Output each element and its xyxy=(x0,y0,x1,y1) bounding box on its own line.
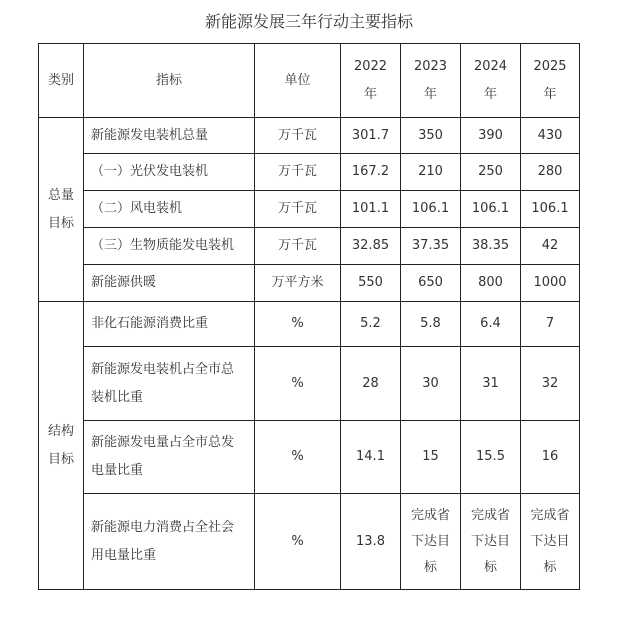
indicator-cell: （三）生物质能发电装机 xyxy=(84,228,255,265)
value-cell: 42 xyxy=(521,228,580,265)
value-cell: 550 xyxy=(341,265,401,302)
category-line: 总量 xyxy=(47,187,74,203)
header-year-2022 xyxy=(341,44,401,118)
table-title: 新能源发展三年行动主要指标 xyxy=(204,12,413,31)
value-cell: 15.5 xyxy=(461,421,521,494)
unit-cell: 万千瓦 xyxy=(255,228,341,265)
year-label: 2025 xyxy=(533,58,567,74)
table-row xyxy=(39,347,580,421)
indicator-line: 装机比重 xyxy=(91,389,144,405)
unit-cell: 万千瓦 xyxy=(255,154,341,191)
indicator-line: 电量比重 xyxy=(91,463,144,478)
value-cell: 32 xyxy=(521,347,580,421)
header-year-2024 xyxy=(461,44,521,118)
indicator-line: 用电量比重 xyxy=(91,547,157,563)
unit-cell: % xyxy=(255,302,341,347)
stacked-line: 标 xyxy=(423,559,437,575)
unit-cell: 万千瓦 xyxy=(255,118,341,154)
table-row xyxy=(39,191,580,228)
indicator-line: 新能源发电装机占全市总 xyxy=(91,361,235,377)
value-cell: 13.8 xyxy=(341,494,401,590)
table-row xyxy=(39,154,580,191)
value-cell: 390 xyxy=(461,118,521,154)
value-cell: 650 xyxy=(401,265,461,302)
unit-cell: % xyxy=(255,421,341,494)
indicator-cell: 非化石能源消费比重 xyxy=(84,302,255,347)
value-cell: 210 xyxy=(401,154,461,191)
value-cell: 800 xyxy=(461,265,521,302)
value-cell: 5.2 xyxy=(341,302,401,347)
indicator-cell xyxy=(84,421,255,494)
stacked-line: 完成省 xyxy=(470,507,510,523)
unit-cell: % xyxy=(255,347,341,421)
category-structure-targets xyxy=(39,302,84,590)
table-row xyxy=(39,494,580,590)
value-cell: 31 xyxy=(461,347,521,421)
value-cell: 101.1 xyxy=(341,191,401,228)
indicator-line: 新能源发电量占全市总发 xyxy=(91,435,235,450)
value-cell: 280 xyxy=(521,154,580,191)
value-cell: 37.35 xyxy=(401,228,461,265)
header-year-2025 xyxy=(521,44,580,118)
category-line: 结构 xyxy=(47,423,74,439)
stacked-line: 下达目 xyxy=(530,533,570,549)
table-row xyxy=(39,302,580,347)
unit-cell: % xyxy=(255,494,341,590)
value-cell: 30 xyxy=(401,347,461,421)
table-row xyxy=(39,228,580,265)
header-year-2023 xyxy=(401,44,461,118)
year-label: 2023 xyxy=(413,58,448,74)
table-row xyxy=(39,118,580,154)
value-cell: 106.1 xyxy=(461,191,521,228)
value-cell: 16 xyxy=(521,421,580,494)
stacked-line: 完成省 xyxy=(410,507,450,523)
year-label: 2024 xyxy=(473,58,508,74)
indicator-cell: （一）光伏发电装机 xyxy=(84,154,255,191)
table-row xyxy=(39,265,580,302)
indicator-cell xyxy=(84,347,255,421)
stacked-line: 完成省 xyxy=(530,507,570,523)
value-cell: 32.85 xyxy=(341,228,401,265)
indicator-cell: 新能源发电装机总量 xyxy=(84,118,255,154)
stacked-line: 下达目 xyxy=(470,533,510,549)
unit-cell: 万平方米 xyxy=(255,265,341,302)
stacked-line: 标 xyxy=(483,559,497,575)
value-cell: 301.7 xyxy=(341,118,401,154)
stacked-line: 标 xyxy=(543,559,557,575)
value-cell: 350 xyxy=(401,118,461,154)
indicator-cell xyxy=(84,494,255,590)
value-cell-stacked xyxy=(521,494,580,590)
year-suffix: 年 xyxy=(423,86,437,102)
value-cell: 250 xyxy=(461,154,521,191)
value-cell: 5.8 xyxy=(401,302,461,347)
value-cell-stacked xyxy=(401,494,461,590)
year-suffix: 年 xyxy=(543,86,557,102)
stacked-line: 下达目 xyxy=(410,533,450,549)
value-cell: 28 xyxy=(341,347,401,421)
indicator-cell: 新能源供暖 xyxy=(84,265,255,302)
year-label: 2022 xyxy=(353,58,388,74)
value-cell: 430 xyxy=(521,118,580,154)
value-cell: 167.2 xyxy=(341,154,401,191)
indicator-line: 新能源电力消费占全社会 xyxy=(91,519,235,535)
value-cell: 106.1 xyxy=(521,191,580,228)
value-cell: 1000 xyxy=(521,265,580,302)
targets-table xyxy=(38,43,580,590)
table-row xyxy=(39,421,580,494)
header-row xyxy=(39,44,580,118)
category-line: 目标 xyxy=(47,451,74,467)
category-line: 目标 xyxy=(47,215,74,231)
header-category: 类别 xyxy=(39,44,84,118)
header-indicator: 指标 xyxy=(84,44,255,118)
year-suffix: 年 xyxy=(483,86,497,102)
value-cell: 6.4 xyxy=(461,302,521,347)
unit-cell: 万千瓦 xyxy=(255,191,341,228)
value-cell: 15 xyxy=(401,421,461,494)
value-cell-stacked xyxy=(461,494,521,590)
value-cell: 7 xyxy=(521,302,580,347)
value-cell: 106.1 xyxy=(401,191,461,228)
year-suffix: 年 xyxy=(363,86,377,102)
value-cell: 14.1 xyxy=(341,421,401,494)
value-cell: 38.35 xyxy=(461,228,521,265)
header-unit: 单位 xyxy=(255,44,341,118)
category-total-targets xyxy=(39,118,84,302)
indicator-cell: （二）风电装机 xyxy=(84,191,255,228)
